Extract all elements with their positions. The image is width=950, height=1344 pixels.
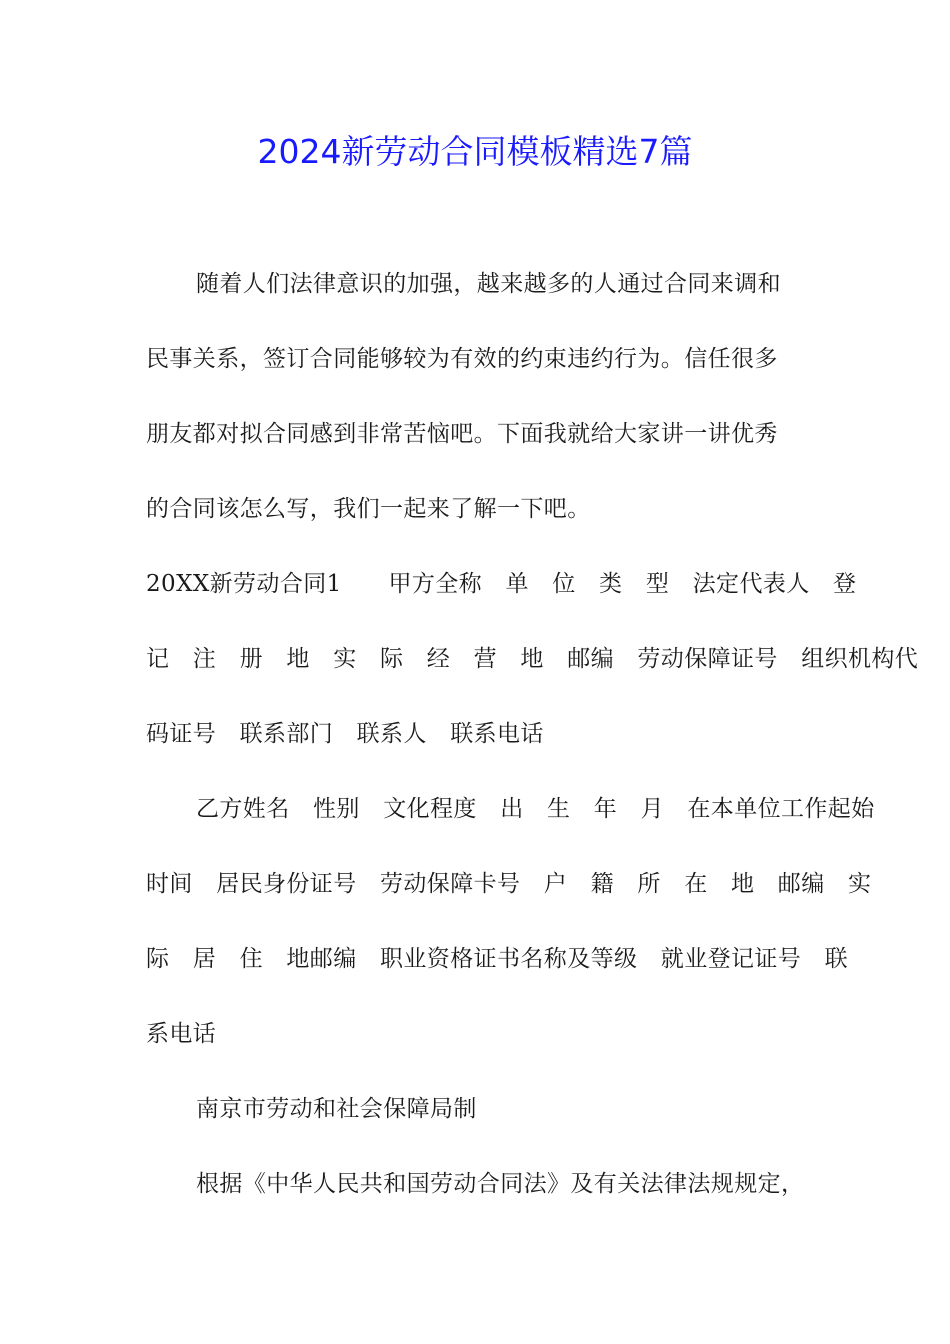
paragraph-line: 随着人们法律意识的加强，越来越多的人通过合同来调和: [196, 271, 781, 297]
paragraph-line: 记 注 册 地 实 际 经 营 地 邮编 劳动保障证号 组织机构代: [146, 646, 919, 672]
paragraph-line: 时间 居民身份证号 劳动保障卡号 户 籍 所 在 地 邮编 实: [146, 871, 872, 897]
paragraph-line: 乙方姓名 性别 文化程度 出 生 年 月 在本单位工作起始: [196, 796, 875, 822]
document-title: 2024新劳动合同模板精选7篇: [257, 132, 693, 171]
paragraph-line: 南京市劳动和社会保障局制: [196, 1096, 477, 1122]
paragraph-line: 的合同该怎么写，我们一起来了解一下吧。: [146, 496, 591, 522]
paragraph-line: 际 居 住 地邮编 职业资格证书名称及等级 就业登记证号 联: [146, 946, 848, 972]
contract-heading-line: 20XX新劳动合同1 甲方全称 单 位 类 型 法定代表人 登: [146, 571, 857, 597]
paragraph-line: 根据《中华人民共和国劳动合同法》及有关法律法规规定，: [196, 1171, 805, 1197]
paragraph-line: 系电话: [146, 1021, 217, 1047]
paragraph-line: 朋友都对拟合同感到非常苦恼吧。下面我就给大家讲一讲优秀: [146, 421, 778, 447]
paragraph-line: 码证号 联系部门 联系人 联系电话: [146, 721, 544, 747]
paragraph-line: 民事关系，签订合同能够较为有效的约束违约行为。信任很多: [146, 346, 778, 372]
